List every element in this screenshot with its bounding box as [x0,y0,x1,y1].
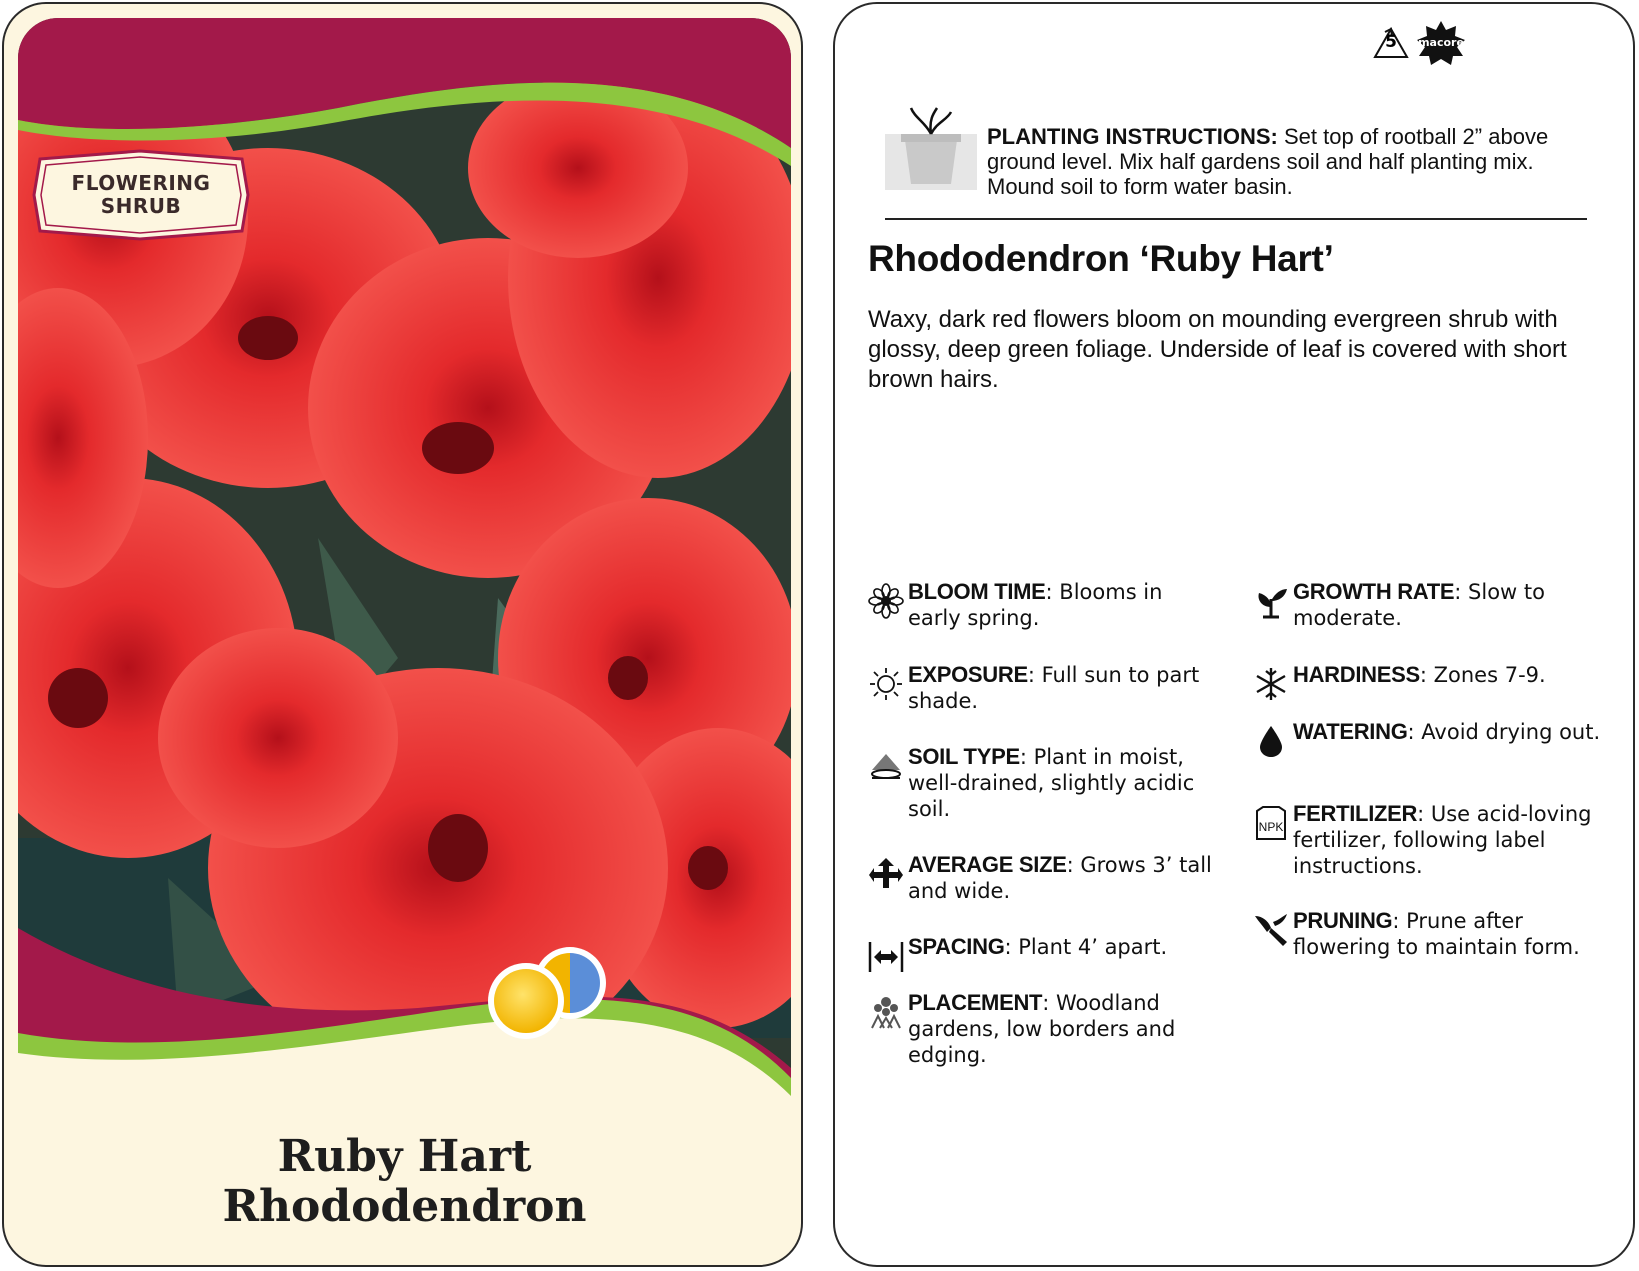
common-name-line-1: Ruby Hart [277,1131,532,1182]
back-card [833,2,1635,1267]
attr-label: FERTILIZER [1293,801,1418,826]
plant-description: Waxy, dark red flowers bloom on mounding evergreen shrub with glossy, deep green foliage. Underside of leaf is covered with short brown hairs. [868,306,1567,393]
attr-label: PLACEMENT [908,990,1043,1015]
brand-name: macore [1418,35,1464,49]
attr-label: WATERING [1293,719,1408,744]
attr-value: : Avoid drying out. [1407,720,1601,744]
snowflake-icon [1253,666,1289,702]
sprout-icon [1253,583,1289,619]
npk-icon-label: NPK [1258,820,1284,834]
logo-area [1372,20,1472,70]
attr-average-size [868,852,1218,904]
attr-spacing [868,934,1208,974]
water-drop-icon [1253,723,1289,759]
attr-value: : Plant in moist, well-drained, slightly acidic soil. [908,745,1195,821]
divider [885,218,1587,220]
category-badge [32,149,250,241]
attr-label: AVERAGE SIZE [908,852,1067,877]
attr-label: EXPOSURE [908,662,1028,687]
npk-icon [1253,805,1289,841]
planting-label: PLANTING INSTRUCTIONS: [987,124,1278,149]
attr-bloom-time [868,579,1208,631]
front-card [2,2,803,1267]
pruners-icon [1253,912,1289,948]
attr-value: : Prune after flowering to maintain form. [1293,909,1580,959]
spacing-icon [868,938,904,974]
attr-placement [868,990,1208,1068]
attr-value: : Use acid-loving fertilizer, following label instructions. [1293,802,1592,878]
planting-body: Set top of rootball 2” above ground level. Mix half gardens soil and half planting mix. Mound soil to form water basin. [987,124,1549,199]
attr-label: GROWTH RATE [1293,579,1455,604]
attr-value: : Grows 3’ tall and wide. [908,853,1212,903]
planting-instructions [885,104,1595,214]
attr-exposure [868,662,1208,714]
attr-label: SPACING [908,934,1005,959]
attr-label: BLOOM TIME [908,579,1046,604]
common-name [4,1132,803,1232]
attr-fertilizer [1253,801,1613,879]
attr-soil-type [868,744,1208,822]
attr-value: : Slow to moderate. [1293,580,1545,630]
attr-value: : Full sun to part shade. [908,663,1200,713]
placement-icon [868,994,904,1030]
common-name-line-2: Rhododendron [222,1181,587,1232]
botanical-name: Rhododendron ‘Ruby Hart’ [868,238,1334,279]
pot-icon [885,104,977,196]
attr-growth-rate [1253,579,1613,631]
badge-line-2: SHRUB [100,194,182,218]
attr-label: HARDINESS [1293,662,1420,687]
soil-icon [868,748,904,784]
attr-watering [1253,719,1613,759]
attr-hardiness [1253,662,1613,702]
recycle-number: 5 [1385,32,1397,52]
planting-instructions-text [987,124,1597,199]
attr-label: SOIL TYPE [908,744,1020,769]
attr-pruning [1253,908,1613,960]
flower-icon [868,583,904,619]
sun-icon [868,666,904,702]
attr-value: : Zones 7-9. [1419,663,1546,687]
badge-line-1: FLOWERING [71,171,211,195]
attr-value: : Woodland gardens, low borders and edging. [908,991,1176,1067]
attr-value: : Plant 4’ apart. [1004,935,1168,959]
size-icon [868,856,904,892]
attr-value: : Blooms in early spring. [908,580,1163,630]
attr-label: PRUNING [1293,908,1393,933]
